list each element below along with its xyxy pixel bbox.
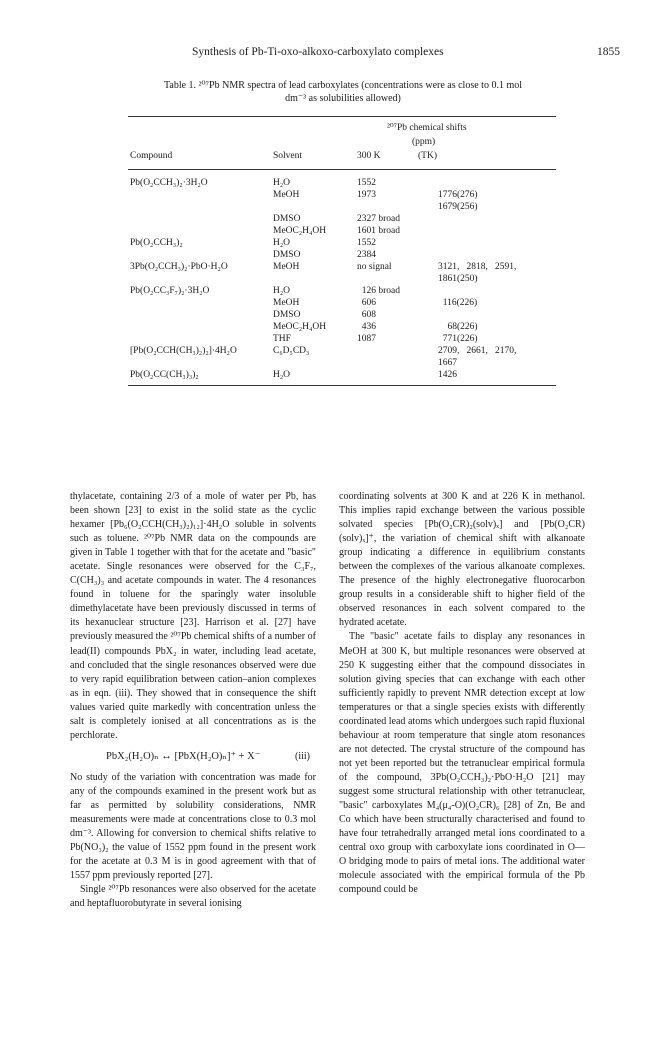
table-row <box>128 297 556 309</box>
cell-300k: 126 broad <box>357 286 401 296</box>
cell-solvent: MeOC₂H₄OH <box>273 322 327 332</box>
cell-300k: 2384 <box>357 250 376 260</box>
cell-tk: 1426 <box>438 370 457 380</box>
cell-300k: 436 <box>357 322 376 332</box>
cell-tk: 2709, 2661, 2170, <box>438 346 517 356</box>
cell-solvent: DMSO <box>273 214 301 224</box>
table-body <box>128 177 556 386</box>
cell-300k: 1087 <box>357 334 376 344</box>
table-caption-line-1: Table 1. ²⁰⁷Pb NMR spectra of lead carboxylates (concentrations were as close to 0.1 mol <box>163 80 523 91</box>
table-row <box>128 237 556 249</box>
cell-solvent: C₆D₅CD₃ <box>273 346 310 356</box>
header-tk: (TK) <box>418 151 437 161</box>
cell-compound: Pb(O₂CC₃F₇)₂·3H₂O <box>130 286 210 296</box>
table-row <box>128 369 556 381</box>
equation-number: (iii) <box>295 750 310 762</box>
cell-solvent: THF <box>273 334 291 344</box>
table-caption <box>128 79 558 105</box>
header-300k: 300 K <box>357 151 381 161</box>
table-row <box>128 177 556 189</box>
running-title: Synthesis of Pb-Ti-oxo-alkoxo-carboxylato complexes <box>192 46 444 58</box>
cell-solvent: H₂O <box>273 370 291 380</box>
table-row <box>128 285 556 297</box>
table-row <box>128 261 556 273</box>
table-row <box>128 273 556 285</box>
cell-300k: 606 <box>357 298 376 308</box>
nmr-table <box>128 116 556 386</box>
cell-compound: 3Pb(O₂CCH₃)₂·PbO·H₂O <box>130 262 228 272</box>
cell-300k: no signal <box>357 262 392 272</box>
cell-300k: 1552 <box>357 238 376 248</box>
table-row <box>128 225 556 237</box>
table-row <box>128 189 556 201</box>
cell-300k: 1601 broad <box>357 226 401 236</box>
table-row <box>128 213 556 225</box>
running-head <box>120 46 620 58</box>
cell-compound: [Pb(O₂CCH(CH₃)₂)₂]·4H₂O <box>130 346 237 356</box>
cell-compound: Pb(O₂CC(CH₃)₃)₂ <box>130 370 199 380</box>
table-row <box>128 321 556 333</box>
table-row <box>128 357 556 369</box>
table-caption-line-2: dm⁻³ as solubilities allowed) <box>285 93 401 104</box>
right-column <box>339 490 585 897</box>
cell-solvent: MeOH <box>273 190 300 200</box>
cell-solvent: DMSO <box>273 310 301 320</box>
cell-300k: 1552 <box>357 178 376 188</box>
cell-300k: 1973 <box>357 190 376 200</box>
header-compound: Compound <box>130 151 173 161</box>
cell-compound: Pb(O₂CCH₃)₂·3H₂O <box>130 178 208 188</box>
cell-solvent: H₂O <box>273 238 291 248</box>
left-paragraph-3: Single ²⁰⁷Pb resonances were also observed for the acetate and heptafluorobutyrate in several ionising <box>70 884 316 910</box>
left-column <box>70 490 316 911</box>
table-row <box>128 309 556 321</box>
table-row <box>128 201 556 213</box>
table-row <box>128 333 556 345</box>
cell-compound: Pb(O₂CCH₃)₂ <box>130 238 183 248</box>
table-header-rule <box>128 169 556 170</box>
cell-tk: 68(226) <box>438 322 478 332</box>
cell-tk: 1679(256) <box>438 202 478 212</box>
cell-solvent: MeOH <box>273 298 300 308</box>
cell-tk: 3121, 2818, 2591, <box>438 262 517 272</box>
table-bottom-rule <box>128 385 556 386</box>
table-row <box>128 345 556 357</box>
cell-tk: 1667 <box>438 358 457 368</box>
cell-tk: 1776(276) <box>438 190 478 200</box>
cell-tk: 1861(250) <box>438 274 478 284</box>
right-paragraph-1: coordinating solvents at 300 K and at 226 K in methanol. This implies rapid exchange between the various possible solvated species [Pb(O₂CR)₂(solv)ₓ] and [Pb(O₂CR)(solv)ₓ]⁺, the variation of chemical shift with alkanoate group indicating a difference in equilibrium constants between the complexes of the various alkanoate complexes. The presence of the highly electronegative fluorocarbon group results in a considerable shift to higher field of the observed resonances in each solvent compared to the hydrated acetate. <box>339 491 585 629</box>
equation-text: PbX₂(H₂O)ₙ ↔ [PbX(H₂O)ₙ]⁺ + X⁻ <box>106 750 261 762</box>
cell-tk: 116(226) <box>438 298 478 308</box>
cell-solvent: H₂O <box>273 178 291 188</box>
cell-solvent: MeOC₂H₄OH <box>273 226 327 236</box>
table-row <box>128 249 556 261</box>
table-header <box>128 117 556 175</box>
left-paragraph-2: No study of the variation with concentration was made for any of the compounds examined in the present work but as far as permitted by solubility considerations, NMR measurements were made at concentrations close to 0.3 mol dm⁻³. Allowing for conversion to chemical shifts relative to Pb(NO₃)₂ the value of 1552 ppm found in the present work for the acetate at 0.3 M is in good agreement with that of 1557 ppm previously reported [27]. <box>70 771 316 882</box>
page-number: 1855 <box>597 46 620 58</box>
header-solvent: Solvent <box>273 151 303 161</box>
left-paragraph-1: thylacetate, containing 2/3 of a mole of water per Pb, has been shown [23] to exist in the solid state as the cyclic hexamer [Pb₆(O₂CCH(CH₃)₂)₁₂]·4H₂O soluble in solvents such as toluene. ²⁰⁷Pb NMR data on the compounds are given in Table 1 together with that for the acetate and "basic" acetate. Single resonances were observed for the C₃F₇, C(CH₃)₃ and acetate compounds in water. The 4 resonances found in toluene for the sparingly water insoluble dimethylacetate have been previously discussed in terms of its hexanuclear structure [23]. Harrison et al. [27] have previously measured the ²⁰⁷Pb chemical shifts of a number of lead(II) compounds PbX₂ in water, including lead acetate, and concluded that the single resonances observed were due to very rapid equilibration between cation–anion complexes as in eqn. (iii). They showed that in consequence the shift values varied quite markedly with concentration unless the salt is completely ionised at all concentrations as is the perchlorate. <box>70 491 316 741</box>
cell-tk: 771(226) <box>438 334 478 344</box>
header-chemical-shifts: ²⁰⁷Pb chemical shifts <box>387 123 467 133</box>
header-units: (ppm) <box>412 137 436 147</box>
cell-solvent: H₂O <box>273 286 291 296</box>
cell-solvent: MeOH <box>273 262 300 272</box>
cell-300k: 2327 broad <box>357 214 401 224</box>
cell-solvent: DMSO <box>273 250 301 260</box>
cell-300k: 608 <box>357 310 376 320</box>
equation-iii <box>70 744 316 770</box>
right-paragraph-2: The "basic" acetate fails to display any resonances in MeOH at 300 K, but multiple resonances were observed at 250 K suggesting either that the compound dissociates in solution giving species that can exchange with each other sufficiently rapidly to prevent NMR detection except at low temperatures or that a single species exists with differently coordinated lead atoms which undergoes such rapid fluxional behaviour at room temperature that single atom resonances are not detected. The crystal structure of the compound has not yet been reported but the tetranuclear empirical formula of the compound, 3Pb(O₂CCH₃)₂·PbO·H₂O [21] may suggest some structural relationship with other tetranuclear, "basic" carboxylates M₄(μ₄-O)(O₂CR)₆ [28] of Zn, Be and Co which have been structurally characterised and found to have four tetrahedrally arranged metal ions coordinated to a central oxo group with carboxylate ions coordinated in O—O bridging mode to pairs of metal ions. The additional water molecule associated with the empirical formula of the Pb compound could be <box>339 631 585 896</box>
